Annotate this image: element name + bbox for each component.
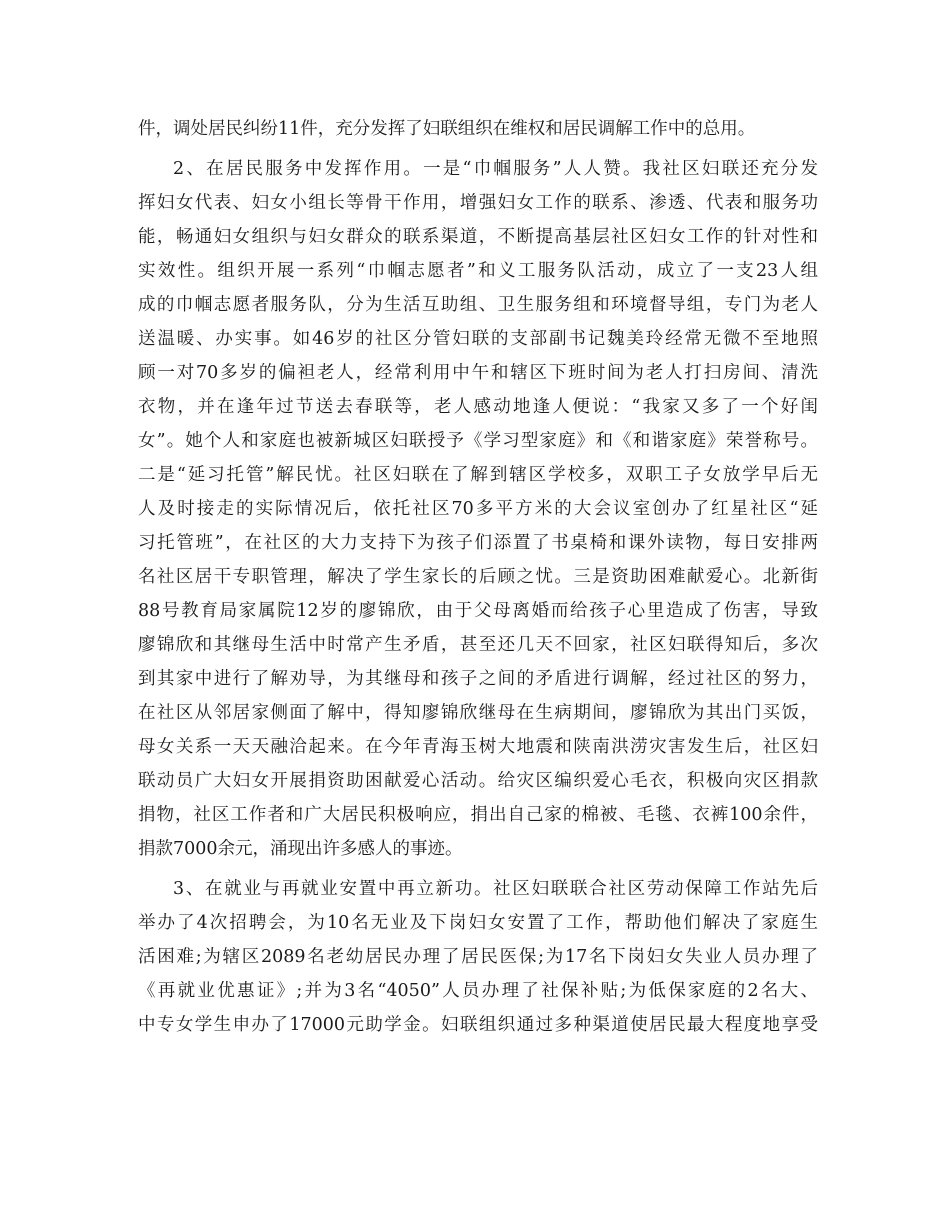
text-line: 《再就业优惠证》;并为3名“4050”人员办理了社保补贴;为低保家庭的2名大、 <box>138 981 818 1001</box>
text-line: 举办了4次招聘会，为10名无业及下岗妇女安置了工作，帮助他们解决了家庭生 <box>138 913 818 933</box>
text-line: 件，调处居民纠纷11件，充分发挥了妇联组织在维权和居民调解工作中的总用。 <box>138 119 756 139</box>
text-line: 送温暖、办实事。如46岁的社区分管妇联的支部副书记魏美玲经常无微不至地照 <box>138 329 818 349</box>
text-line: 到其家中进行了解劝导，为其继母和孩子之间的矛盾进行调解，经过社区的努力， <box>138 669 818 689</box>
text-line: 女”。她个人和家庭也被新城区妇联授予《学习型家庭》和《和谐家庭》荣誉称号。 <box>138 431 818 451</box>
text-line: 人及时接走的实际情况后，依托社区70多平方米的大会议室创办了红星社区“延 <box>138 499 818 519</box>
text-line: 3、在就业与再就业安置中再立新功。社区妇联联合社区劳动保障工作站先后 <box>173 879 818 899</box>
text-line: 母女关系一天天融洽起来。在今年青海玉树大地震和陕南洪涝灾害发生后，社区妇 <box>138 737 818 757</box>
text-line: 捐款7000余元，涌现出许多感人的事迹。 <box>138 839 463 859</box>
text-line: 成的巾帼志愿者服务队，分为生活互助组、卫生服务组和环境督导组，专门为老人 <box>138 295 818 315</box>
text-line: 挥妇女代表、妇女小组长等骨干作用，增强妇女工作的联系、渗透、代表和服务功 <box>138 193 818 213</box>
text-line: 捐物，社区工作者和广大居民积极响应，捐出自己家的棉被、毛毯、衣裤100余件， <box>138 805 818 825</box>
text-line: 中专女学生申办了17000元助学金。妇联组织通过多种渠道使居民最大程度地享受 <box>138 1015 818 1035</box>
text-line: 2、在居民服务中发挥作用。一是“巾帼服务”人人赞。我社区妇联还充分发 <box>173 159 818 179</box>
text-line: 联动员广大妇女开展捐资助困献爱心活动。给灾区编织爱心毛衣，积极向灾区捐款 <box>138 771 818 791</box>
text-line: 习托管班”，在社区的大力支持下为孩子们添置了书桌椅和课外读物，每日安排两 <box>138 533 818 553</box>
text-line: 能，畅通妇女组织与妇女群众的联系渠道，不断提高基层社区妇女工作的针对性和 <box>138 227 818 247</box>
text-line: 活困难;为辖区2089名老幼居民办理了居民医保;为17名下岗妇女失业人员办理了 <box>138 947 818 967</box>
text-line: 顾一对70多岁的偏袒老人，经常利用中午和辖区下班时间为老人打扫房间、清洗 <box>138 363 818 383</box>
text-line: 在社区从邻居家侧面了解中，得知廖锦欣继母在生病期间，廖锦欣为其出门买饭， <box>138 703 818 723</box>
text-line: 实效性。组织开展一系列“巾帼志愿者”和义工服务队活动，成立了一支23人组 <box>138 261 818 281</box>
text-line: 88号教育局家属院12岁的廖锦欣，由于父母离婚而给孩子心里造成了伤害，导致 <box>138 601 818 621</box>
text-line: 二是“延习托管”解民忧。社区妇联在了解到辖区学校多，双职工子女放学早后无 <box>138 465 818 485</box>
text-line: 廖锦欣和其继母生活中时常产生矛盾，甚至还几天不回家，社区妇联得知后，多次 <box>138 635 818 655</box>
text-line: 衣物，并在逢年过节送去春联等，老人感动地逢人便说：“我家又多了一个好闺 <box>138 397 818 417</box>
text-line: 名社区居干专职管理，解决了学生家长的后顾之忧。三是资助困难献爱心。北新街 <box>138 567 818 587</box>
document-body <box>138 112 818 1042</box>
